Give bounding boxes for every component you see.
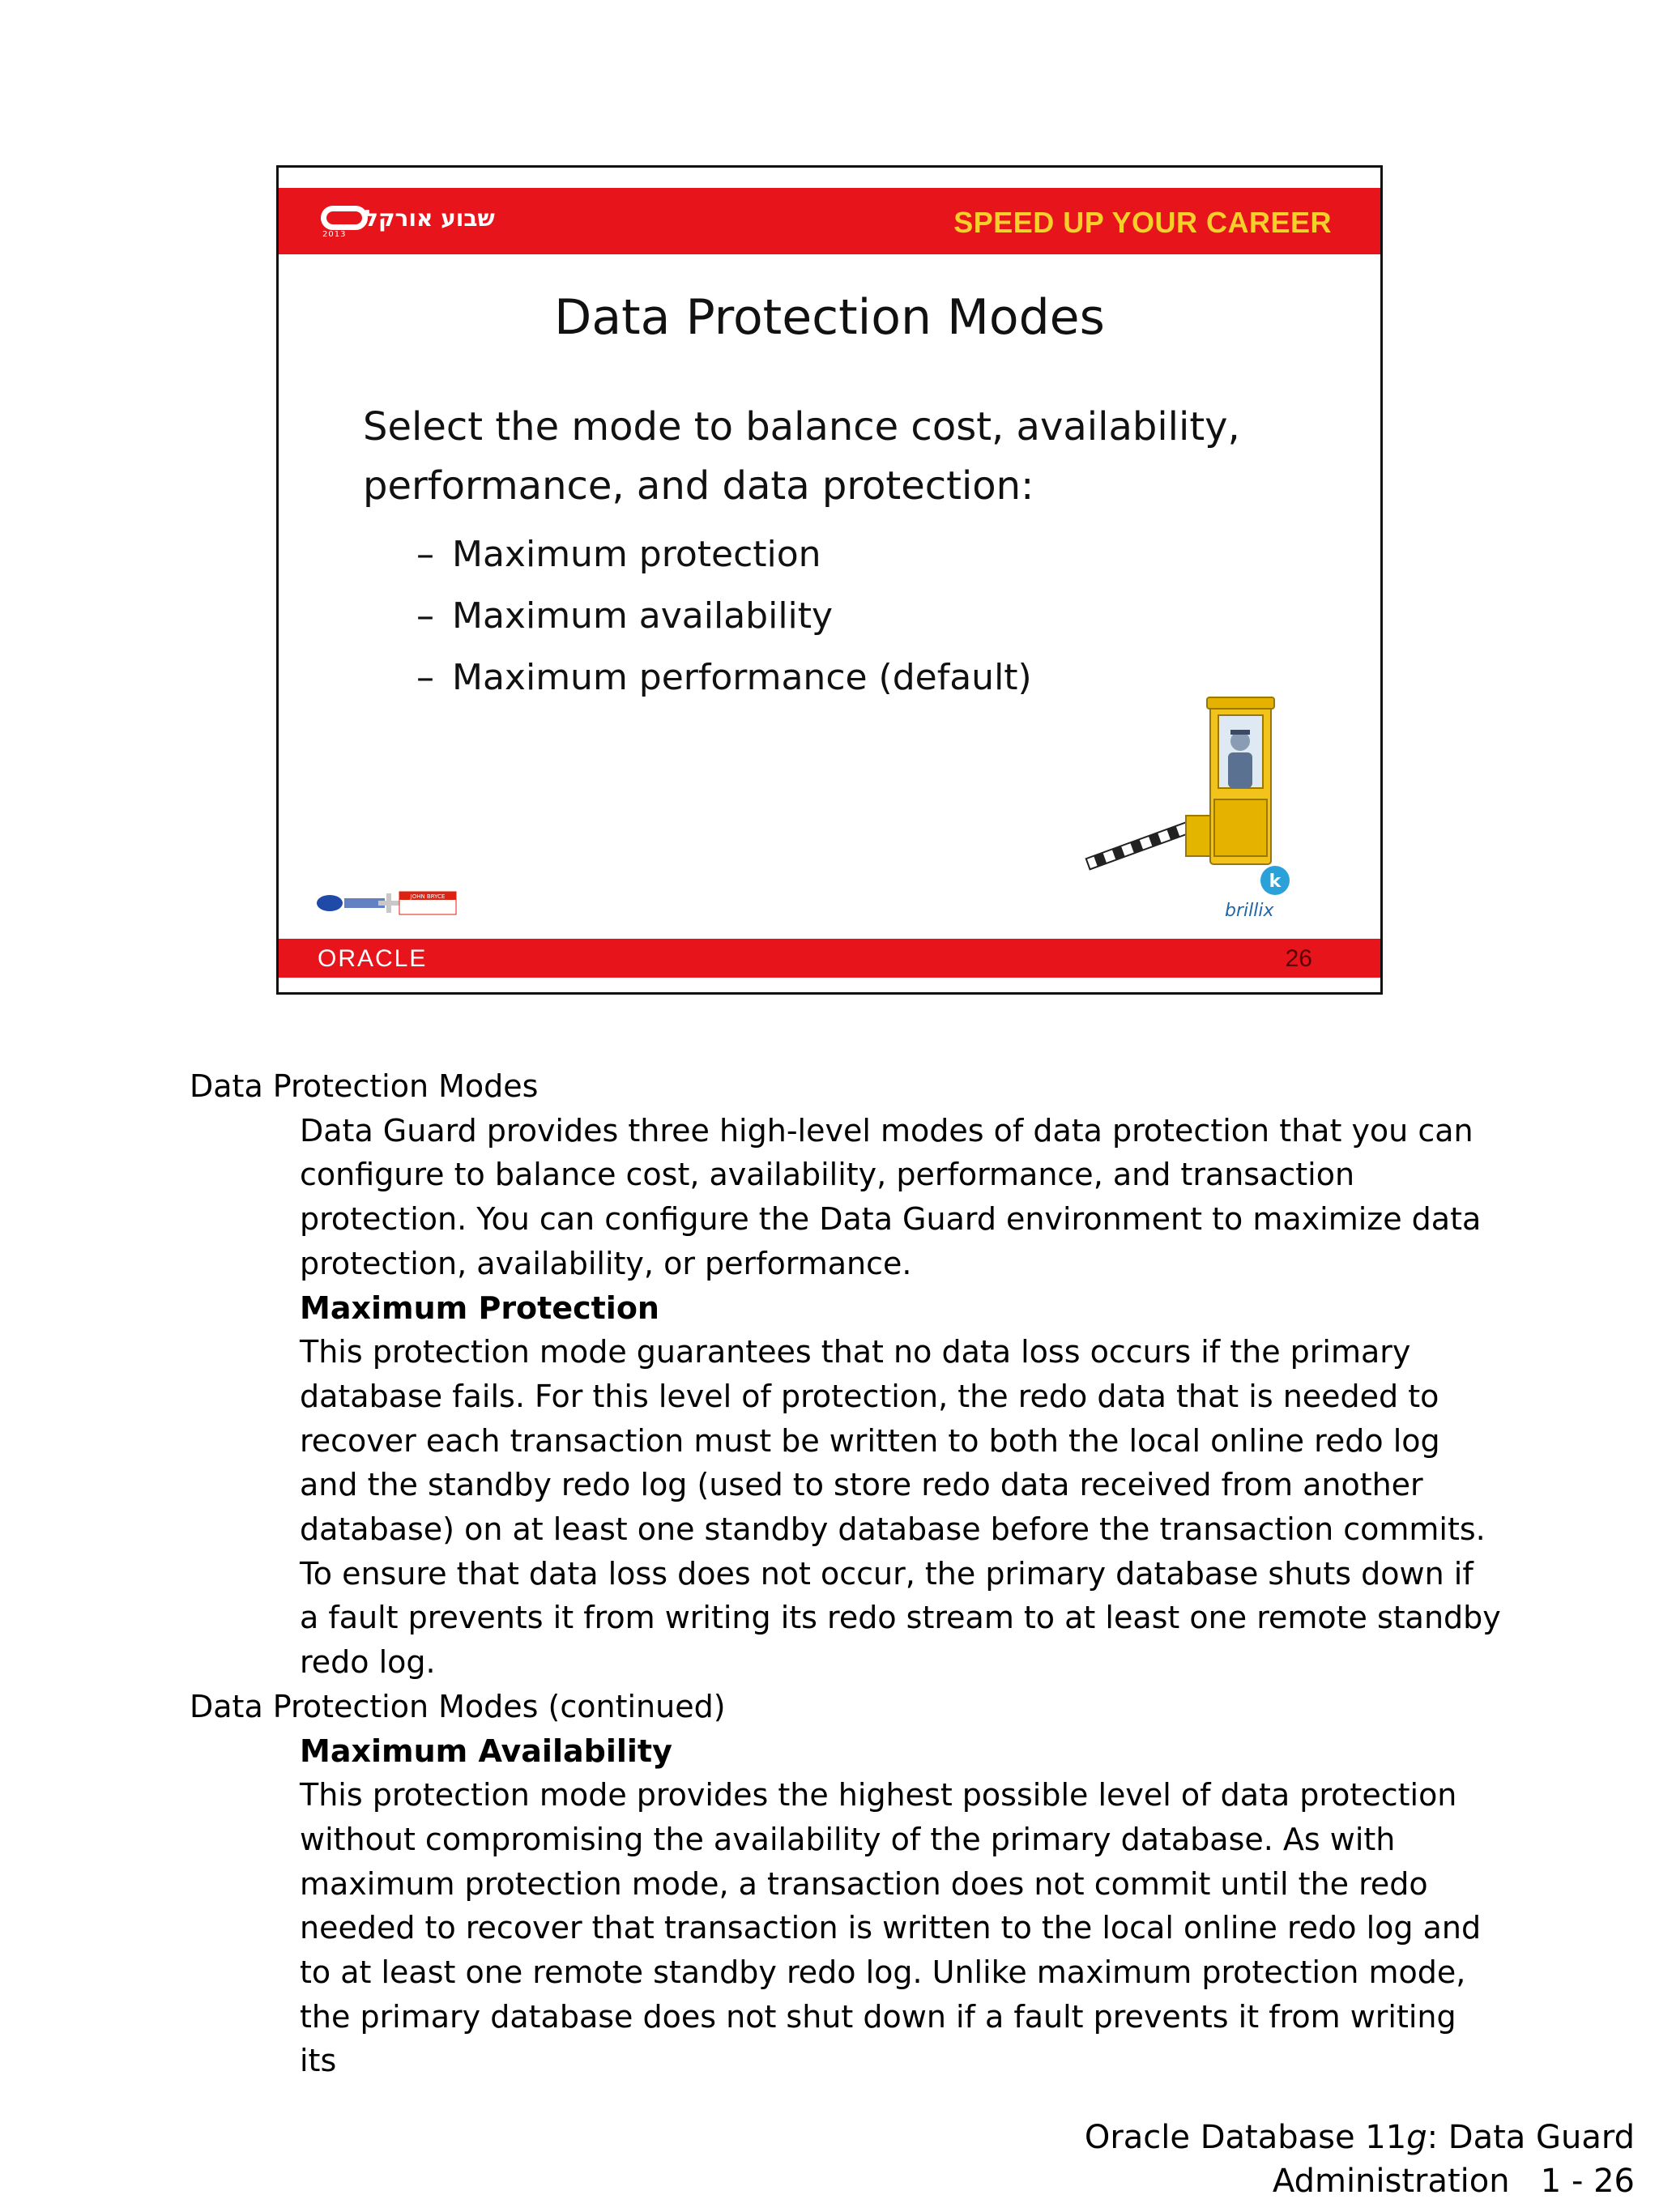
slide-bullet: – Maximum performance (default)	[416, 657, 1032, 698]
notes-body	[300, 1109, 1502, 1685]
notes-section	[190, 1064, 1502, 2083]
svg-text:k: k	[1269, 872, 1282, 892]
notes-subheading: Maximum Availability	[300, 1733, 672, 1769]
slide-title: Data Protection Modes	[554, 289, 1105, 346]
slide-bullet-list	[416, 524, 1032, 709]
page-footer	[1085, 2116, 1635, 2203]
slide-image	[276, 165, 1383, 995]
sponsor-logo-left	[315, 889, 461, 918]
footer-line-2: Administration 1 - 26	[1272, 2163, 1635, 2200]
slide-intro-text: Select the mode to balance cost, availability, performance, and data protection:	[363, 404, 1240, 509]
notes-paragraph: This protection mode provides the highest possible level of data protection without compromising the availability of the primary database. As with maximum protection mode, a transaction does not commit until the redo needed to recover that transaction is written to the local online redo log and to at least one remote standby redo log. Unlike maximum protection mode, the primary database does not shut down if a fault prevents it from writing its	[300, 1777, 1482, 2079]
footer-line-1: Oracle Database 11g: Data Guard	[1084, 2119, 1635, 2156]
oracle-week-logo	[321, 205, 495, 241]
oracle-logo: ORACLE	[318, 945, 428, 972]
page-number: 1 - 26	[1540, 2163, 1635, 2200]
notes-paragraph: This protection mode guarantees that no data loss occurs if the primary database fails. For this level of protection, the redo data that is needed to recover each transaction must be written to both the local online redo log and the standby redo log (used to store redo data received from another database) on at least one standby database before the transaction commits. To ensure that data loss does not occur, the primary database shuts down if a fault prevents it from writing its redo stream to at least one remote standby redo log.	[300, 1334, 1501, 1681]
oracle-ring-icon	[321, 206, 368, 230]
slide-bullet: – Maximum protection	[416, 534, 821, 575]
notes-heading: Data Protection Modes (continued)	[190, 1688, 726, 1724]
toll-booth-icon	[1073, 686, 1316, 889]
notes-paragraph: Data Guard provides three high-level modes of data protection that you can configure to balance cost, availability, performance, and transaction protection. You can configure the Data Guard environment to maximize data protection, availability, or performance.	[300, 1112, 1482, 1281]
slide-tagline: SPEED UP YOUR CAREER	[953, 206, 1332, 239]
notes-subheading: Maximum Protection	[300, 1289, 659, 1326]
notes-heading: Data Protection Modes	[190, 1068, 539, 1104]
slide-header-bar	[279, 188, 1380, 254]
sponsor-left-text: JOHN BRYCE	[410, 893, 446, 900]
notes-body	[300, 1729, 1502, 2084]
slide-bullet: – Maximum availability	[416, 595, 834, 637]
logo-year: 2013	[322, 230, 347, 239]
logo-hebrew-text: שבוע אורקל	[365, 205, 495, 232]
slide-footer-bar	[279, 939, 1380, 978]
sponsor-right-text: brillix	[1225, 901, 1274, 921]
slide-number: 26	[1285, 945, 1312, 972]
sponsor-logo-right	[1218, 864, 1307, 929]
